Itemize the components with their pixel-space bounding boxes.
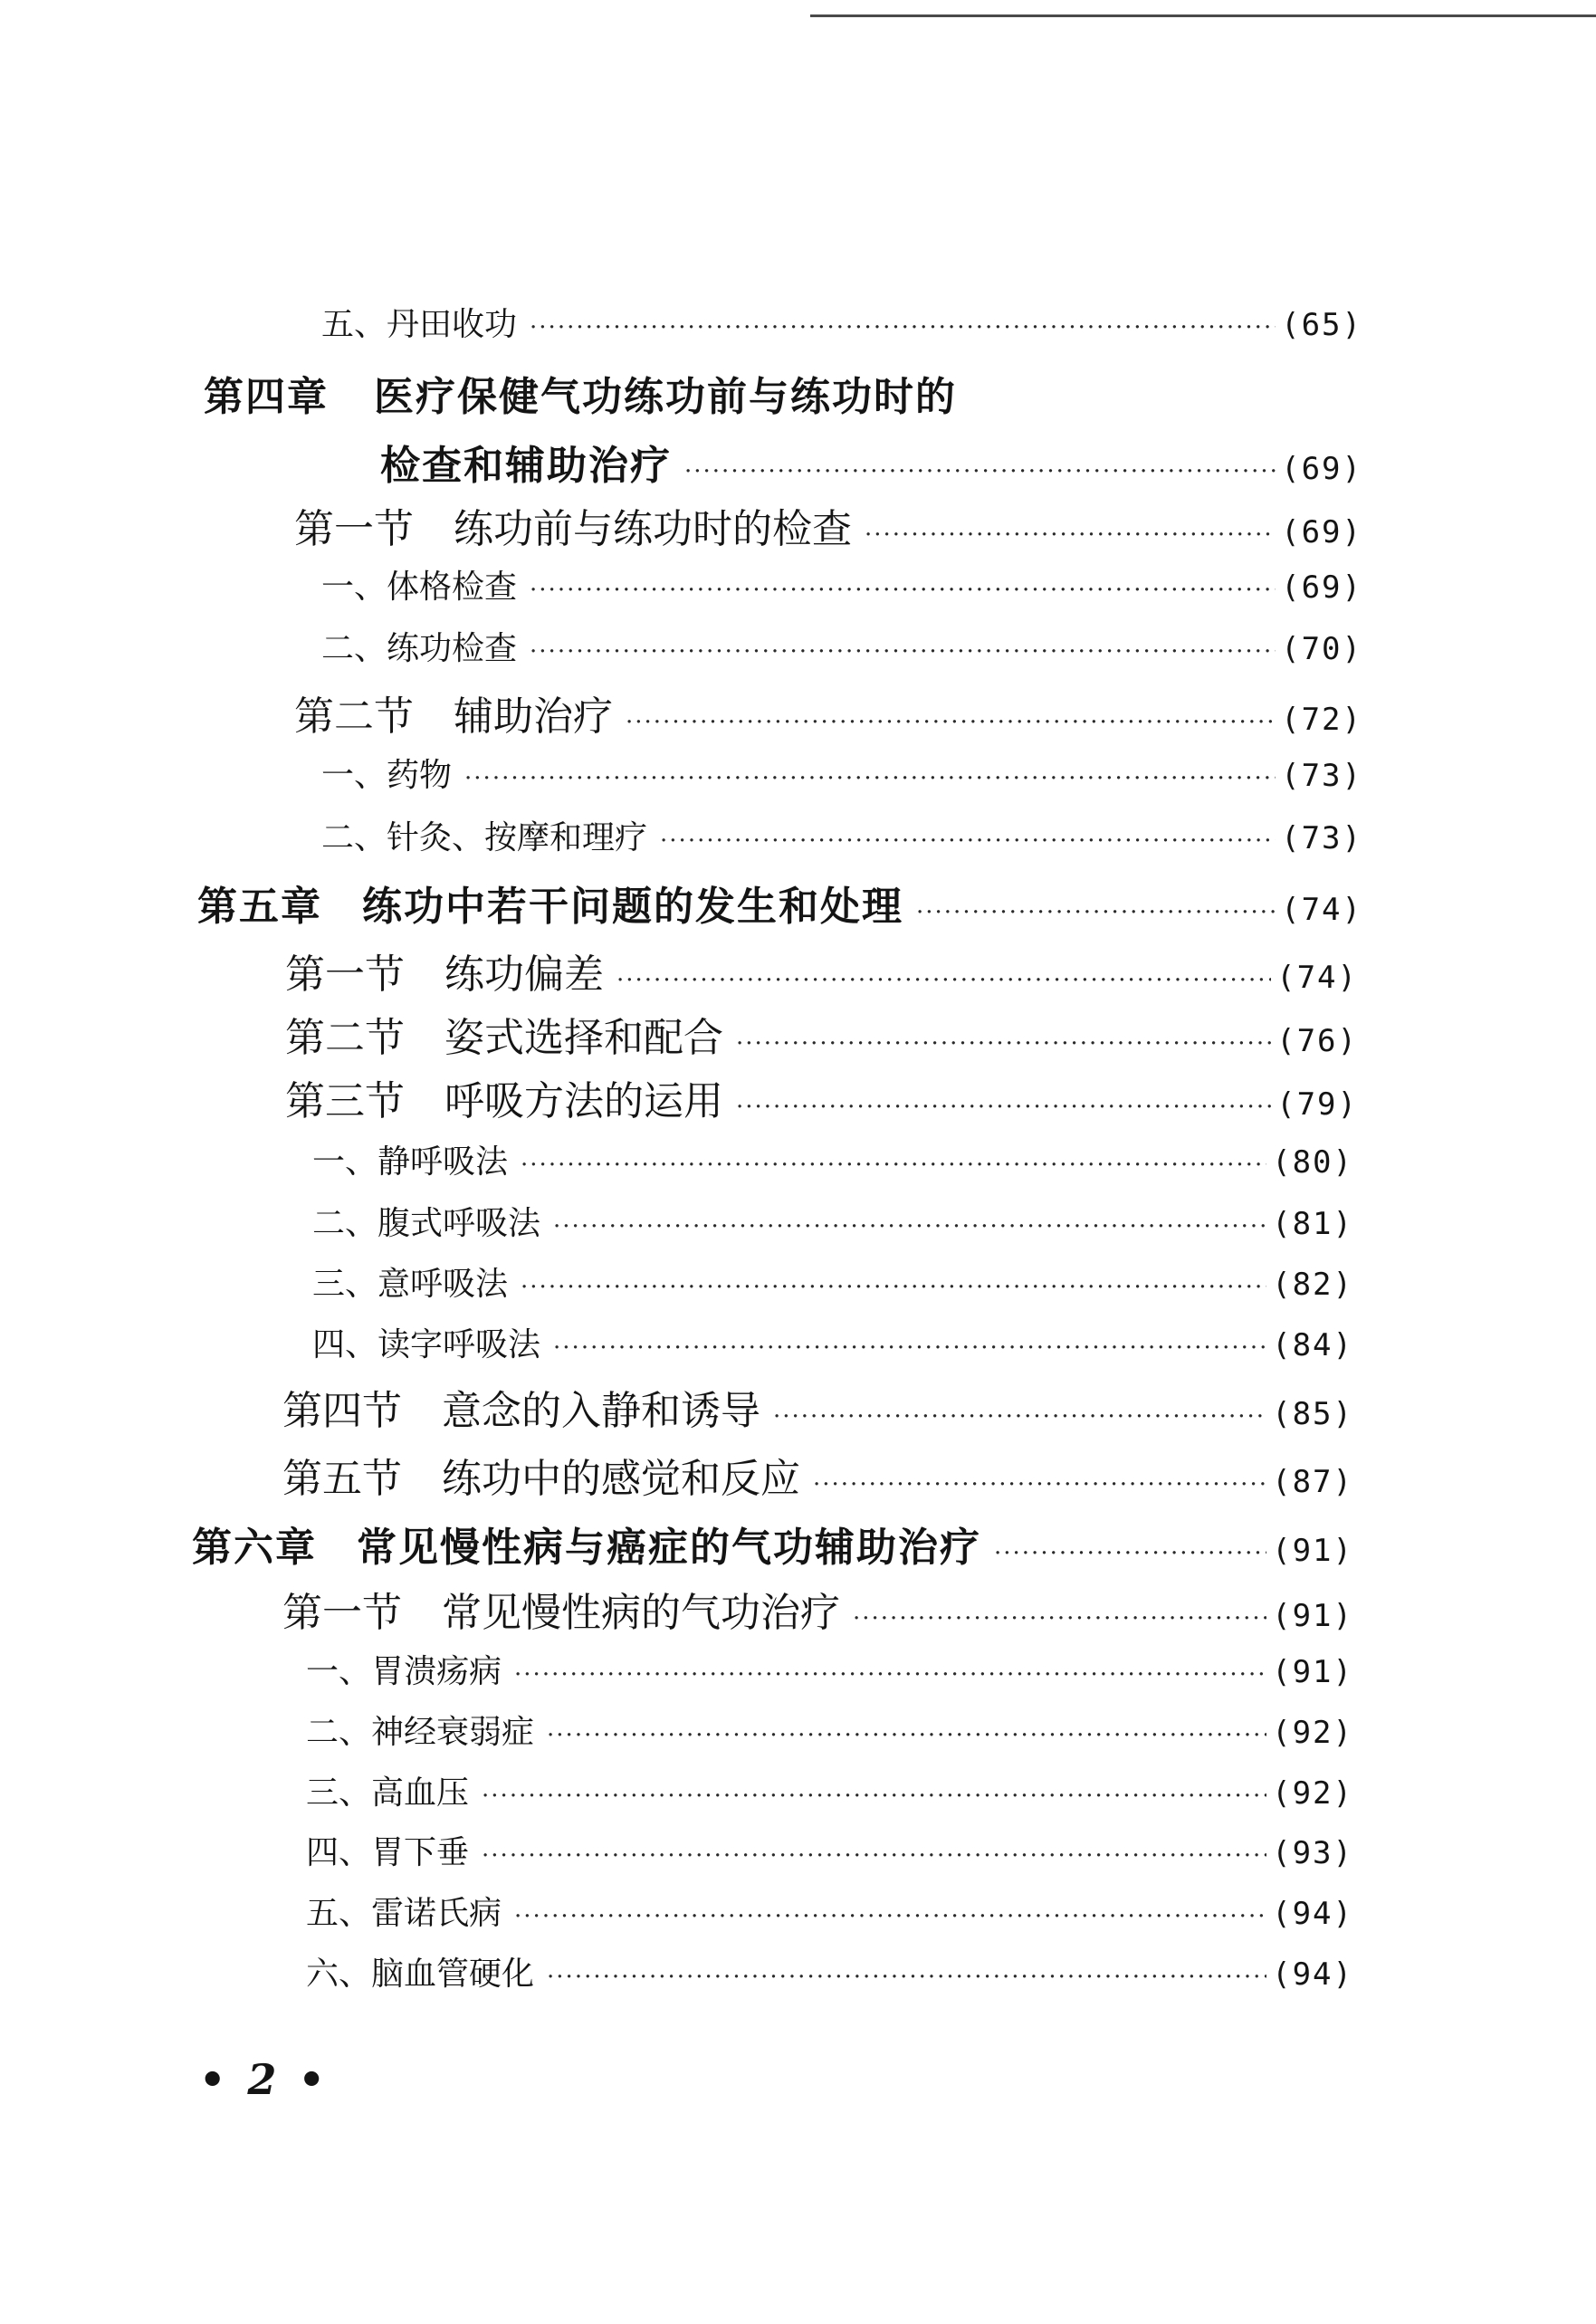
dot-leader bbox=[616, 967, 1271, 994]
entry-label: 二、腹式呼吸法 bbox=[312, 1205, 541, 1242]
toc-entry-item bbox=[306, 1707, 1353, 1753]
chapter-label: 第四章 医疗保健气功练功前与练功时的 bbox=[204, 374, 957, 420]
page-number: (91) bbox=[1272, 1654, 1353, 1690]
entry-label: 第五节 练功中的感觉和反应 bbox=[282, 1456, 800, 1502]
chapter-label: 第五章 练功中若干问题的发生和处理 bbox=[197, 884, 903, 930]
toc-entry-section bbox=[285, 1068, 1358, 1126]
chapter-label-continued: 检查和辅助治疗 bbox=[380, 443, 672, 489]
page-number: (73) bbox=[1281, 820, 1362, 856]
page-folio: • 2 • bbox=[199, 2055, 329, 2104]
toc-entry-section bbox=[285, 942, 1358, 999]
dot-leader bbox=[626, 709, 1276, 736]
toc-entry-section bbox=[294, 496, 1362, 554]
dot-leader bbox=[514, 1661, 1266, 1688]
dot-leader bbox=[684, 458, 1276, 485]
entry-label: 一、胃溃疡病 bbox=[306, 1653, 502, 1690]
toc-entry-section bbox=[282, 1378, 1353, 1436]
toc-entry-item bbox=[321, 750, 1362, 796]
dot-leader bbox=[521, 1274, 1266, 1301]
toc-entry-section bbox=[282, 1580, 1353, 1638]
dot-leader bbox=[482, 1783, 1266, 1810]
entry-label: 第一节 常见慢性病的气功治疗 bbox=[282, 1590, 840, 1636]
toc-entry-section bbox=[285, 1005, 1358, 1063]
toc-entry-item bbox=[312, 1258, 1353, 1305]
page-number: (69) bbox=[1281, 451, 1362, 487]
dot-leader bbox=[464, 765, 1276, 792]
page-number: (94) bbox=[1272, 1896, 1353, 1932]
page-number: (79) bbox=[1276, 1086, 1358, 1123]
entry-label: 二、神经衰弱症 bbox=[306, 1714, 535, 1751]
entry-label: 六、脑血管硬化 bbox=[306, 1956, 535, 1993]
toc-entry-item bbox=[306, 1888, 1353, 1934]
dot-leader bbox=[482, 1842, 1266, 1870]
entry-label: 第一节 练功前与练功时的检查 bbox=[294, 506, 852, 552]
page-number: (70) bbox=[1281, 631, 1362, 667]
dot-leader bbox=[853, 1605, 1266, 1632]
page-number: (73) bbox=[1281, 758, 1362, 794]
entry-label: 二、针灸、按摩和理疗 bbox=[321, 819, 648, 856]
entry-label: 四、读字呼吸法 bbox=[312, 1326, 541, 1363]
page-number: (93) bbox=[1272, 1835, 1353, 1871]
toc-entry-section bbox=[294, 684, 1362, 741]
page-number: (87) bbox=[1272, 1464, 1353, 1500]
toc-entry-item bbox=[321, 299, 1362, 345]
entry-label: 五、丹田收功 bbox=[321, 306, 518, 343]
page-number: (65) bbox=[1281, 307, 1362, 343]
dot-leader bbox=[736, 1094, 1271, 1121]
page-number: (76) bbox=[1276, 1023, 1358, 1059]
chapter-label: 第六章 常见慢性病与癌症的气功辅助治疗 bbox=[192, 1525, 981, 1571]
entry-label: 三、高血压 bbox=[306, 1774, 470, 1812]
dot-leader bbox=[916, 899, 1276, 926]
dot-leader bbox=[547, 1722, 1266, 1749]
dot-leader bbox=[530, 314, 1276, 341]
dot-leader bbox=[530, 638, 1276, 665]
dot-leader bbox=[773, 1403, 1266, 1430]
page-number: (80) bbox=[1272, 1144, 1353, 1181]
dot-leader bbox=[553, 1213, 1266, 1240]
toc-entry-item bbox=[306, 1767, 1353, 1813]
page-number: (69) bbox=[1281, 514, 1362, 550]
dot-leader bbox=[813, 1471, 1266, 1498]
chapter-heading bbox=[204, 364, 957, 422]
dot-leader bbox=[521, 1152, 1266, 1179]
entry-label: 四、胃下垂 bbox=[306, 1834, 470, 1871]
entry-label: 第一节 练功偏差 bbox=[285, 952, 604, 998]
entry-label: 第三节 呼吸方法的运用 bbox=[285, 1078, 723, 1124]
toc-entry-item bbox=[321, 561, 1362, 607]
entry-label: 第四节 意念的入静和诱导 bbox=[282, 1388, 760, 1434]
entry-label: 一、体格检查 bbox=[321, 569, 518, 606]
toc-entry-item bbox=[321, 812, 1362, 858]
dot-leader bbox=[660, 827, 1276, 855]
toc-entry-chapter-continued bbox=[380, 433, 1362, 491]
dot-leader bbox=[994, 1540, 1266, 1567]
page-number: (92) bbox=[1272, 1775, 1353, 1812]
dot-leader bbox=[530, 577, 1276, 604]
page-number: (91) bbox=[1272, 1533, 1353, 1569]
page-number: (81) bbox=[1272, 1206, 1353, 1242]
toc-entry-section bbox=[282, 1446, 1353, 1504]
page-number: (91) bbox=[1272, 1598, 1353, 1634]
toc-entry-item bbox=[312, 1198, 1353, 1244]
entry-label: 第二节 辅助治疗 bbox=[294, 693, 613, 740]
page-number: (69) bbox=[1281, 569, 1362, 606]
toc-entry-item bbox=[306, 1948, 1353, 1994]
toc-entry-item bbox=[312, 1319, 1353, 1365]
dot-leader bbox=[547, 1964, 1266, 1991]
toc-entry-chapter bbox=[197, 874, 1362, 932]
toc-entry-chapter bbox=[192, 1515, 1353, 1573]
page-number: (74) bbox=[1276, 960, 1358, 996]
page-number: (72) bbox=[1281, 702, 1362, 738]
dot-leader bbox=[736, 1030, 1271, 1057]
entry-label: 一、药物 bbox=[321, 757, 453, 794]
page-number: (94) bbox=[1272, 1956, 1353, 1993]
toc-entry-item bbox=[306, 1827, 1353, 1873]
page-number: (85) bbox=[1272, 1396, 1353, 1432]
entry-label: 一、静呼吸法 bbox=[312, 1143, 509, 1181]
entry-label: 五、雷诺氏病 bbox=[306, 1895, 502, 1932]
page-number: (82) bbox=[1272, 1267, 1353, 1303]
toc-entry-item bbox=[321, 623, 1362, 669]
page-number: (84) bbox=[1272, 1327, 1353, 1363]
toc-entry-item bbox=[306, 1646, 1353, 1692]
entry-label: 三、意呼吸法 bbox=[312, 1266, 509, 1303]
page-number: (74) bbox=[1281, 892, 1362, 928]
dot-leader bbox=[514, 1903, 1266, 1930]
toc-entry-item bbox=[312, 1136, 1353, 1182]
dot-leader bbox=[865, 521, 1276, 549]
entry-label: 第二节 姿式选择和配合 bbox=[285, 1015, 723, 1061]
entry-label: 二、练功检查 bbox=[321, 630, 518, 667]
page-number: (92) bbox=[1272, 1715, 1353, 1751]
dot-leader bbox=[553, 1334, 1266, 1362]
